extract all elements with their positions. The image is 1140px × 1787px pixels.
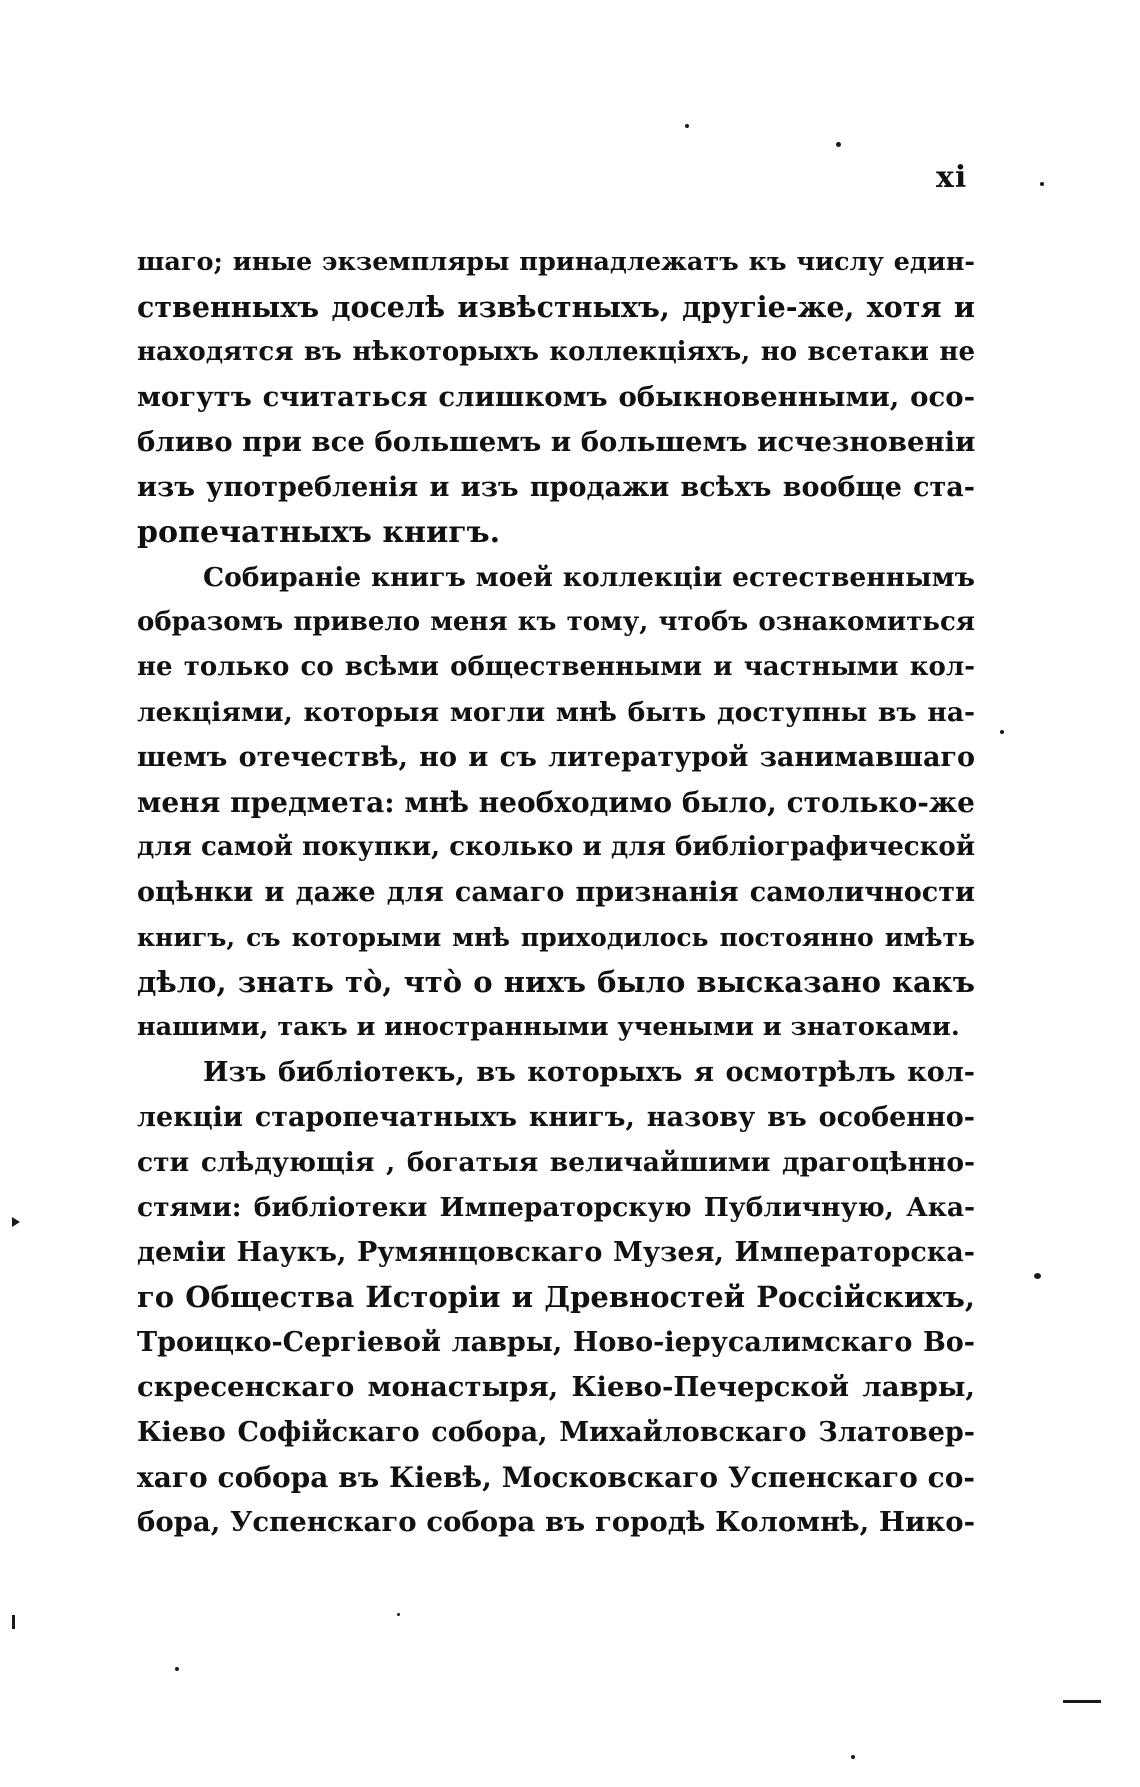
text-line: образомъ привело меня къ тому, чтобъ ознакомиться xyxy=(137,607,975,637)
text-line: бора, Успенскаго собора въ городѣ Коломнѣ, Нико- xyxy=(137,1506,975,1538)
text-line: меня предмета: мнѣ необходимо было, столько-же xyxy=(137,786,975,819)
scan-speck xyxy=(175,1667,179,1671)
text-line: для самой покупки, сколько и для библiографической xyxy=(137,832,975,862)
paragraph-2 xyxy=(137,555,975,1050)
margin-arrow-mark xyxy=(12,1217,20,1227)
text-line: сти слѣдующiя , богатыя величайшими драгоцѣнно- xyxy=(137,1147,975,1178)
scan-speck xyxy=(851,1755,855,1759)
text-line: го Общества Исторiи и Древностей Россiйскихъ, xyxy=(137,1280,975,1314)
scan-speck xyxy=(685,124,689,128)
text-line: шемъ отечествѣ, но и съ литературой занимавшаго xyxy=(137,742,975,773)
page-number: xi xyxy=(936,160,968,195)
text-line: могутъ считаться слишкомъ обыкновенными, осо- xyxy=(137,381,975,413)
paragraph-1 xyxy=(137,240,975,555)
margin-dash-mark xyxy=(1063,1700,1101,1703)
scan-speck xyxy=(397,1613,400,1616)
text-line: скресенскаго монастыря, Кiево-Печерской лавры, xyxy=(137,1371,975,1403)
text-line: Троицко-Сергiевой лавры, Ново-iерусалимскаго Во- xyxy=(137,1327,975,1358)
text-line: Кiево Софiйскаго собора, Михайловскаго Златовер- xyxy=(137,1417,975,1448)
text-line: не только со всѣми общественными и частными кол- xyxy=(137,652,975,682)
text-line: лекцiи старопечатныхъ книгъ, назову въ особенно- xyxy=(137,1102,975,1133)
text-line: находятся въ нѣкоторыхъ коллекцiяхъ, но всетаки не xyxy=(137,337,975,367)
text-line: Собиранiе книгъ моей коллекцiи естественнымъ xyxy=(203,562,975,593)
text-line: нашими, такъ и иностранными учеными и знатоками. xyxy=(137,1012,960,1042)
text-line: изъ употребленiя и изъ продажи всѣхъ вообще ста- xyxy=(137,472,975,503)
text-line: ственныхъ доселѣ извѣстныхъ, другiе-же, хотя и xyxy=(137,290,975,324)
text-line: демiи Наукъ, Румянцовскаго Музея, Императорска- xyxy=(137,1237,975,1268)
text-line: бливо при все большемъ и большемъ исчезновенiи xyxy=(137,426,976,458)
scan-speck xyxy=(836,142,841,147)
scan-speck xyxy=(1000,730,1004,734)
margin-tick-mark xyxy=(12,1615,15,1629)
text-line: стями: библiотеки Императорскую Публичную, Ака- xyxy=(137,1192,975,1223)
text-line: хаго собора въ Кiевѣ, Московскаго Успенскаго со- xyxy=(137,1461,975,1494)
text-line: книгъ, съ которыми мнѣ приходилось постоянно имѣть xyxy=(137,923,975,952)
scan-speck xyxy=(1034,1273,1041,1279)
text-line: дѣло, знать тò, что̀ о нихъ было высказано какъ xyxy=(137,965,975,999)
paragraph-3 xyxy=(137,1050,975,1545)
text-line: ропечатныхъ книгъ. xyxy=(137,515,501,550)
scan-speck xyxy=(1040,182,1044,186)
body-text xyxy=(137,240,975,1545)
text-line: шаго; иные экземпляры принадлежатъ къ числу един- xyxy=(137,247,975,277)
text-line: лекцiями, которыя могли мнѣ быть доступны въ на- xyxy=(137,697,975,728)
text-line: оцѣнки и даже для самаго признанiя самоличности xyxy=(137,877,975,908)
text-line: Изъ библiотекъ, въ которыхъ я осмотрѣлъ кол- xyxy=(203,1057,975,1088)
